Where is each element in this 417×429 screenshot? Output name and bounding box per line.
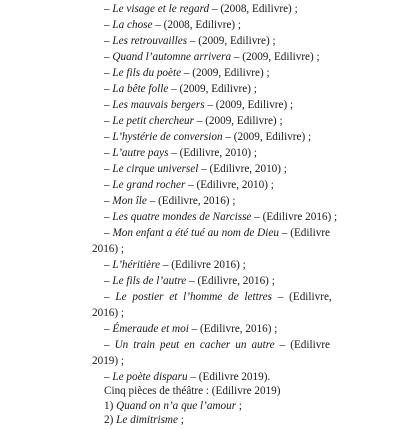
list-item: – La bête folle – (2009, Edilivre) ; (104, 83, 257, 95)
list-item: – Les mauvais bergers – (2009, Edilivre) ; (104, 99, 294, 111)
list-item: – L’autre pays – (Edilivre, 2010) ; (104, 147, 257, 159)
list-item: – L’héritière – (Edilivre 2016) ; (104, 259, 246, 271)
list-item: – Le grand rocher – (Edilivre, 2010) ; (104, 179, 274, 191)
list-item: – Le postier et l’homme de lettres – (Edilivre, (104, 291, 332, 303)
list-item-continuation: 2016) ; (92, 243, 125, 255)
list-item: 2) Le dimitrisme ; (104, 414, 184, 426)
list-item: – Les quatre mondes de Narcisse – (Edilivre 2016) ; (104, 211, 338, 223)
list-item: – Le petit chercheur – (2009, Edilivre) ; (104, 115, 283, 127)
list-item: 1) Quand on n’a que l’amour ; (104, 400, 242, 412)
list-item: – Mon île – (Edilivre, 2016) ; (104, 195, 236, 207)
list-item: – Émeraude et moi – (Edilivre, 2016) ; (104, 323, 278, 335)
list-item-continuation: 2016) ; (92, 307, 125, 319)
list-item: – Le visage et le regard – (2008, Edilivre) ; (104, 3, 298, 15)
list-item: – Mon enfant a été tué au nom de Dieu – (Edilivre (104, 227, 331, 239)
list-item: – Le fils de l’autre – (Edilivre, 2016) ; (104, 275, 275, 287)
list-item: – Le fils du poète – (2009, Edilivre) ; (104, 67, 270, 79)
list-item: – Un train peut en cacher un autre – (Edilivre (104, 339, 331, 351)
theatre-heading: Cinq pièces de théâtre : (Edilivre 2019) (104, 385, 281, 397)
list-item: – La chose – (2008, Edilivre) ; (104, 19, 242, 31)
list-item: – Les retrouvailles – (2009, Edilivre) ; (104, 35, 276, 47)
list-item: – Le cirque universel – (Edilivre, 2010) ; (104, 163, 287, 175)
list-item: – L’hystérie de conversion – (2009, Edilivre) ; (104, 131, 312, 143)
list-item-continuation: 2019) ; (92, 355, 125, 367)
list-item: – Quand l’automne arrivera – (2009, Edilivre) ; (104, 51, 320, 63)
list-item: – Le poète disparu – (Edilivre 2019). (104, 371, 271, 383)
